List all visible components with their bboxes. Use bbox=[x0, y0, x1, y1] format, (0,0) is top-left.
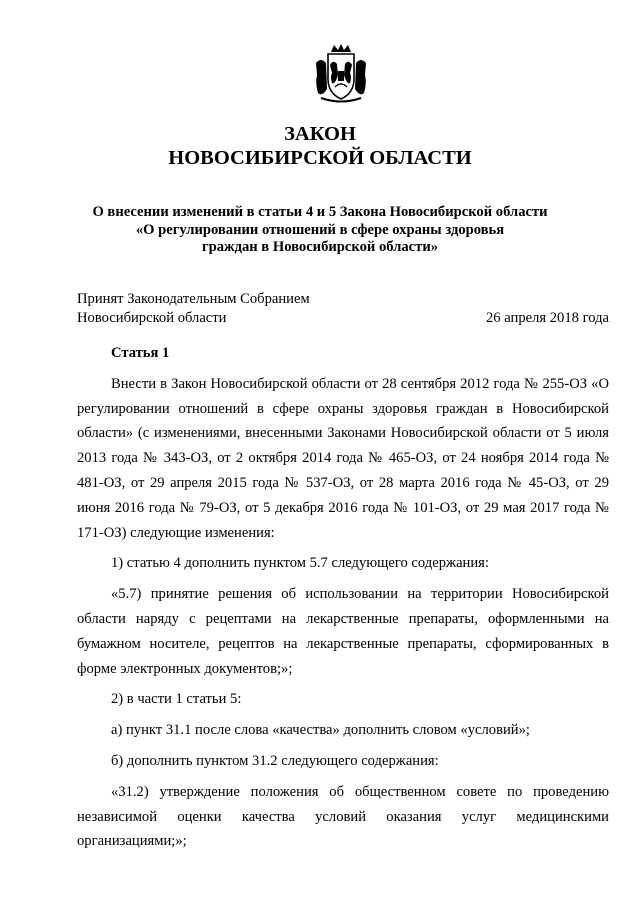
paragraph: «31.2) утверждение положения об общественном совете по проведению независимой оценки качества условий оказания услуг медицинскими организациями;»; bbox=[77, 783, 609, 850]
adoption-date: 26 апреля 2018 года bbox=[486, 310, 609, 326]
paragraph: 1) статью 4 дополнить пунктом 5.7 следующего содержания: bbox=[111, 555, 489, 572]
region-title: НОВОСИБИРСКОЙ ОБЛАСТИ bbox=[168, 147, 472, 169]
article-body bbox=[77, 341, 609, 854]
law-title: ЗАКОН bbox=[284, 123, 356, 145]
adopted-by-line: Принят Законодательным Собранием bbox=[77, 291, 310, 307]
adoption-block bbox=[77, 290, 609, 328]
paragraph: Внести в Закон Новосибирской области от 28 сентября 2012 года № 255-ОЗ «О регулировании отношений в сфере охраны здоровья граждан в Новосибирской области» (с изменениями, внесенными Законами Новосибирской области от 5 июля 2013 года № 343-ОЗ, от 2 октября 2014 года № 465-ОЗ, от 24 ноября 2014 года № 481-ОЗ, от 29 апреля 2015 года № 537-ОЗ, от 28 марта 2016 года № 45-ОЗ, от 29 июня 2016 года № 79-ОЗ, от 5 декабря 2016 года № 101-ОЗ, от 29 мая 2017 года № 171-ОЗ) следующие изменения: bbox=[77, 375, 609, 541]
paragraph: б) дополнить пунктом 31.2 следующего содержания: bbox=[111, 752, 439, 769]
paragraph: а) пункт 31.1 после слова «качества» дополнить словом «условий»; bbox=[111, 722, 530, 739]
subject-line: граждан в Новосибирской области» bbox=[201, 239, 439, 255]
paragraph: 2) в части 1 статьи 5: bbox=[111, 691, 242, 708]
paragraph: «5.7) принятие решения об использовании на территории Новосибирской области наряду с рецептами на лекарственные препараты, оформленными на бумажном носителе, рецептов на лекарственные препараты, сформированных в форме электронных документов;»; bbox=[77, 586, 609, 677]
subject-line: О внесении изменений в статьи 4 и 5 Закона Новосибирской области bbox=[92, 204, 548, 220]
article-heading: Статья 1 bbox=[111, 345, 170, 361]
adopted-by-region: Новосибирской области bbox=[77, 310, 227, 326]
law-subject bbox=[0, 204, 640, 257]
subject-line: «О регулировании отношений в сфере охраны здоровья bbox=[135, 221, 505, 238]
coat-of-arms-icon bbox=[313, 43, 369, 105]
